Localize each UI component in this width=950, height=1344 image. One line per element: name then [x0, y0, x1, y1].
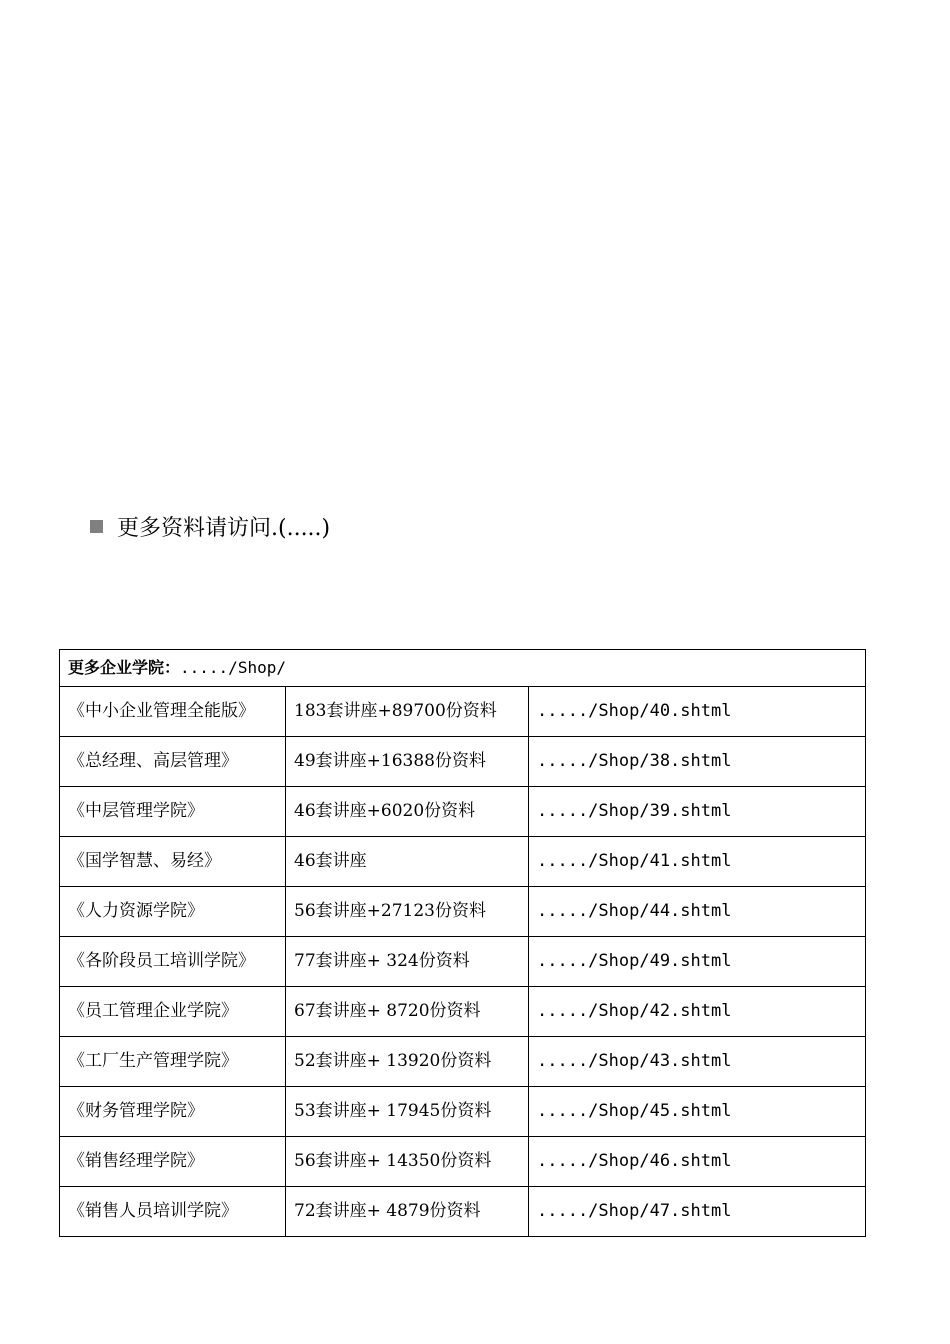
course-desc: 56套讲座+27123份资料	[286, 887, 529, 937]
course-desc: 53套讲座+ 17945份资料	[286, 1087, 529, 1137]
table-header-cell	[60, 650, 866, 687]
notice-text: 更多资料请访问.(.....)	[117, 515, 331, 541]
course-desc: 183套讲座+89700份资料	[286, 687, 529, 737]
course-desc: 46套讲座	[286, 837, 529, 887]
course-name: 《工厂生产管理学院》	[60, 1037, 286, 1087]
table-row	[60, 1137, 866, 1187]
table-row	[60, 1187, 866, 1237]
course-url[interactable]: ...../Shop/47.shtml	[529, 1187, 866, 1237]
course-name: 《总经理、高层管理》	[60, 737, 286, 787]
course-url[interactable]: ...../Shop/49.shtml	[529, 937, 866, 987]
table-row	[60, 737, 866, 787]
course-url[interactable]: ...../Shop/46.shtml	[529, 1137, 866, 1187]
course-name: 《销售人员培训学院》	[60, 1187, 286, 1237]
header-url[interactable]: ...../Shop/	[180, 658, 286, 677]
table-row	[60, 837, 866, 887]
course-url[interactable]: ...../Shop/41.shtml	[529, 837, 866, 887]
course-desc: 77套讲座+ 324份资料	[286, 937, 529, 987]
course-name: 《销售经理学院》	[60, 1137, 286, 1187]
course-name: 《国学智慧、易经》	[60, 837, 286, 887]
table-row	[60, 987, 866, 1037]
course-name: 《中小企业管理全能版》	[60, 687, 286, 737]
course-desc: 49套讲座+16388份资料	[286, 737, 529, 787]
course-desc: 52套讲座+ 13920份资料	[286, 1037, 529, 1087]
header-label: 更多企业学院：	[68, 658, 181, 677]
course-desc: 67套讲座+ 8720份资料	[286, 987, 529, 1037]
table-row	[60, 787, 866, 837]
shop-table	[59, 649, 866, 1237]
notice-line	[90, 511, 330, 541]
course-url[interactable]: ...../Shop/38.shtml	[529, 737, 866, 787]
course-name: 《员工管理企业学院》	[60, 987, 286, 1037]
course-desc: 56套讲座+ 14350份资料	[286, 1137, 529, 1187]
course-name: 《人力资源学院》	[60, 887, 286, 937]
table-row	[60, 1037, 866, 1087]
table-header-row	[60, 650, 866, 687]
course-url[interactable]: ...../Shop/43.shtml	[529, 1037, 866, 1087]
course-name: 《各阶段员工培训学院》	[60, 937, 286, 987]
table-row	[60, 1087, 866, 1137]
square-bullet-icon	[90, 520, 103, 533]
course-desc: 46套讲座+6020份资料	[286, 787, 529, 837]
course-url[interactable]: ...../Shop/42.shtml	[529, 987, 866, 1037]
course-name: 《中层管理学院》	[60, 787, 286, 837]
table-row	[60, 887, 866, 937]
course-url[interactable]: ...../Shop/45.shtml	[529, 1087, 866, 1137]
course-desc: 72套讲座+ 4879份资料	[286, 1187, 529, 1237]
course-url[interactable]: ...../Shop/40.shtml	[529, 687, 866, 737]
course-url[interactable]: ...../Shop/44.shtml	[529, 887, 866, 937]
course-name: 《财务管理学院》	[60, 1087, 286, 1137]
table-row	[60, 687, 866, 737]
course-url[interactable]: ...../Shop/39.shtml	[529, 787, 866, 837]
table-row	[60, 937, 866, 987]
